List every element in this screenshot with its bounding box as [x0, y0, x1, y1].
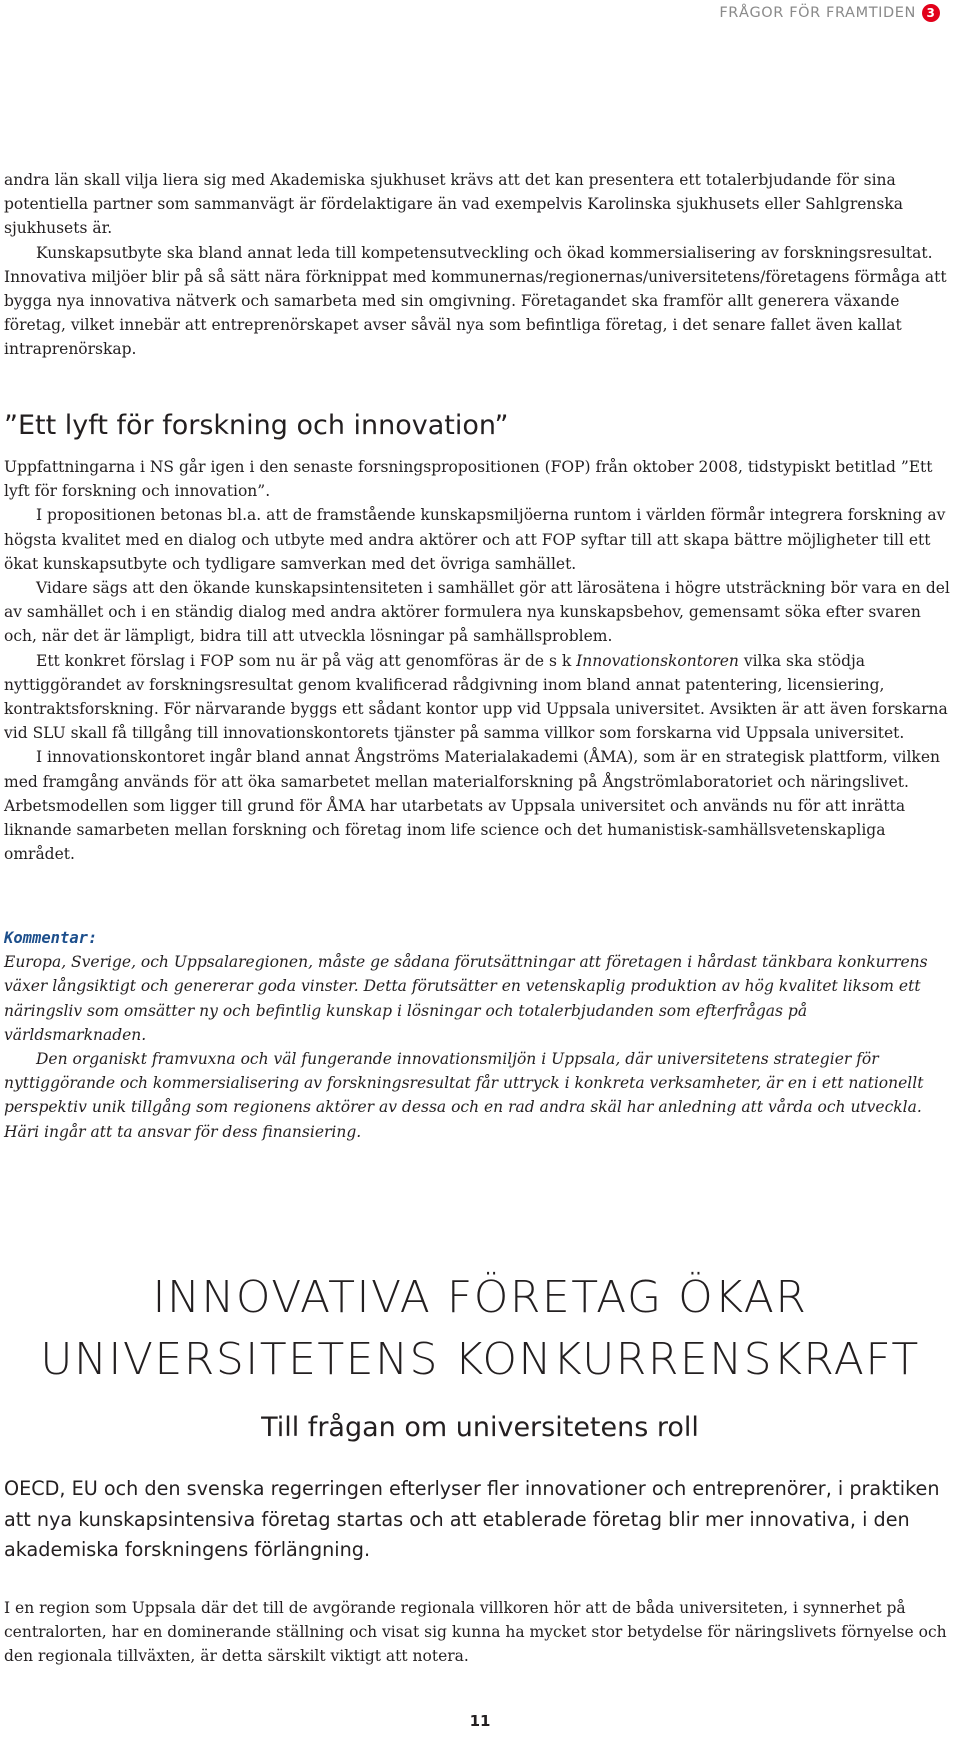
intro-paragraph-2: Kunskapsutbyte ska bland annat leda till kompetensutveckling och ökad kommersialisering av forskningsresultat. Innovativa miljöer blir på så sätt nära förknippat med kommunernas/regionernas/universitetens/företagens förmåga att bygga nya innovativa nätverk och samarbeta med sin omgivning. Företagandet ska framför allt generera växande företag, vilket innebär att entreprenörskapet avser såväl nya som befintliga företag, i det senare fallet även kallat intraprenörskap.	[4, 243, 947, 359]
chapter-title-line-1: INNOVATIVA FÖRETAG ÖKAR	[152, 1272, 808, 1323]
comment-paragraph-2: Den organiskt framvuxna och väl fungerande innovationsmiljön i Uppsala, där universitetens strategier för nyttiggörande och kommersialisering av forskningsresultat får uttryck i konkreta verksamheter, är en i ett nationellt perspektiv unik tillgång som regionens aktörer av dessa och en rad andra skäl har anledning att vårda och utveckla. Häri ingår att ta ansvar för dess finansiering.	[4, 1050, 924, 1141]
section-paragraph-2: I propositionen betonas bl.a. att de framstående kunskapsmiljöerna runtom i världen förmår integrera forskning av högsta kvalitet med en dialog och utbyte med andra aktörer och att FOP syftar till att skapa bättre möjligheter till ett ökat kunskapsutbyte och tydligare samverkan med det övriga samhället.	[4, 506, 946, 573]
page-number: 11	[469, 1712, 491, 1730]
comment-paragraph-1: Europa, Sverige, och Uppsalaregionen, måste ge sådana förutsättningar att företagen i hårdast tänkbara konkurrens växer långsiktigt och genererar goda vinster. Detta förutsätter en vetenskaplig produktion av hög kvalitet liksom ett näringsliv som omsätter ny och befintlig kunskap i lösningar och totalerbjudanden som efterfrågas på världsmarknaden.	[4, 953, 928, 1044]
chapter-paragraph-1: I en region som Uppsala där det till de avgörande regionala villkoren hör att de båda universiteten, i synnerhet på centralorten, har en dominerande ställning och visat sig kunna ha mycket stor betydelse för näringslivets förnyelse och den regionala tillväxten, är detta särskilt viktigt att notera.	[4, 1599, 947, 1666]
section-heading: ”Ett lyft för forskning och innovation”	[4, 410, 509, 441]
section-paragraph-5: I innovationskontoret ingår bland annat Ångströms Materialakademi (ÅMA), som är en strategisk plattform, vilken med framgång används för att öka samarbetet mellan materialforskning på Ångströmlaboratoriet och näringslivet. Arbetsmodellen som ligger till grund för ÅMA har utarbetats av Uppsala universitet och används nu för att inrätta liknande samarbeten mellan forskning och företag inom life science och det humanistisk-samhällsvetenskapliga området.	[4, 748, 940, 864]
chapter-lead: OECD, EU och den svenska regerringen efterlyser fler innovationer och entreprenörer, i praktiken att nya kunskapsintensiva företag startas och att etablerade företag blir mer innovativa, i den akademiska forskningens förlängning.	[4, 1477, 940, 1561]
comment-label: Kommentar:	[4, 929, 98, 947]
section-paragraph-3: Vidare sägs att den ökande kunskapsintensiteten i samhället gör att lärosätena i högre utsträckning bör vara en del av samhället och i en ständig dialog med andra aktörer formulera nya kunskapsbehov, gemensamt söka efter svaren och, när det är lämpligt, bidra till att utveckla lösningar på samhällsproblem.	[4, 579, 950, 646]
chapter-subtitle: Till frågan om universitetens roll	[261, 1412, 699, 1443]
chapter-number-badge: 3	[922, 4, 940, 22]
innovation-section	[4, 410, 954, 866]
chapter-lead-block	[4, 1474, 954, 1566]
running-header	[719, 4, 940, 22]
intro-paragraph-1: andra län skall vilja liera sig med Akademiska sjukhuset krävs att det kan presentera ett totalerbjudande för sina potentiella partner som sammanvägt är fördelaktigare än vad exempelvis Karolinska sjukhusets eller Sahlgrenska sjukhusets är.	[4, 171, 903, 238]
comment-block	[4, 926, 954, 1144]
p4-emphasis: Innovationskontoren	[576, 651, 739, 670]
chapter-body-block	[4, 1596, 954, 1669]
section-paragraph-4	[4, 649, 954, 746]
running-title: FRÅGOR FÖR FRAMTIDEN	[719, 5, 916, 21]
intro-block	[4, 168, 954, 362]
p4-text-before: Ett konkret förslag i FOP som nu är på väg att genomföras är de s k	[36, 651, 577, 670]
section-paragraph-1: Uppfattningarna i NS går igen i den senaste forsningspropositionen (FOP) från oktober 2008, tidstypiskt betitlad ”Ett lyft för forskning och innovation”.	[4, 458, 933, 501]
chapter-title-line-2: UNIVERSITETENS KONKURRENSKRAFT	[40, 1334, 920, 1385]
p4-text-after: vilka ska stödja nyttiggörandet av forskningsresultat genom kvalificerad rådgivning inom bland annat patentering, licensiering, kontraktsforskning. För närvarande byggs ett sådant kontor upp vid Uppsala universitet. Avsikten är att även forskarna vid SLU skall få tillgång till innovationskontorets tjänster på samma villkor som forskarna vid Uppsala universitet.	[4, 651, 948, 743]
